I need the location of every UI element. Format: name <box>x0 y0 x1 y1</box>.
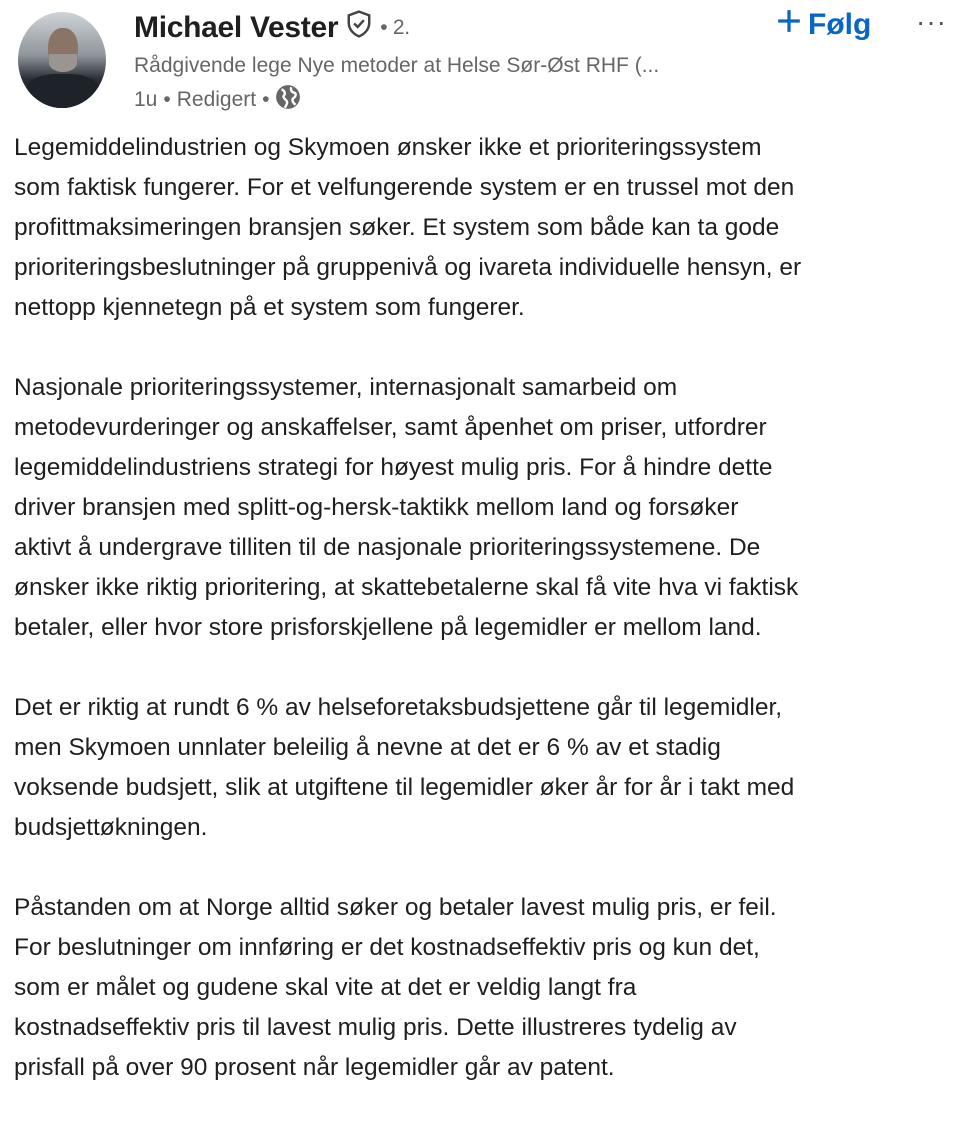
plus-icon <box>776 8 802 42</box>
author-header <box>134 10 410 46</box>
more-options-icon[interactable]: ··· <box>916 6 947 37</box>
post-text-line: betaler, eller hvor store prisforskjellene på legemidler er mellom land. <box>14 614 762 641</box>
avatar-beard <box>49 54 77 72</box>
post-text-line: driver bransjen med splitt-og-hersk-taktikk mellom land og forsøker <box>14 494 739 521</box>
post-text-line: kostnadseffektiv pris til lavest mulig pris. Dette illustreres tydelig av <box>14 1014 737 1041</box>
post-text-line: Det er riktig at rundt 6 % av helseforetaksbudsjettene går til legemidler, <box>14 694 783 721</box>
post-meta <box>134 84 301 116</box>
post-text-line: metodevurderinger og anskaffelser, samt åpenhet om priser, utfordrer <box>14 414 767 441</box>
post-text-line: Påstanden om at Norge alltid søker og betaler lavest mulig pris, er feil. <box>14 894 777 921</box>
follow-button[interactable] <box>776 8 871 42</box>
post-text-line: legemiddelindustriens strategi for høyest mulig pris. For å hindre dette <box>14 454 773 481</box>
separator: • <box>262 88 270 111</box>
post-text-line: profittmaksimeringen bransjen søker. Et system som både kan ta gode <box>14 214 780 241</box>
post-text-line: som faktisk fungerer. For et velfungerende system er en trussel mot den <box>14 174 795 201</box>
post-text-line: prioriteringsbeslutninger på gruppenivå og ivareta individuelle hensyn, er <box>14 254 802 281</box>
post-time[interactable]: 1u <box>134 88 158 111</box>
post-text-line: nettopp kjennetegn på et system som fungerer. <box>14 294 525 321</box>
separator: • <box>163 88 171 111</box>
shield-check-icon <box>346 10 372 46</box>
avatar[interactable] <box>18 12 106 108</box>
post-text-line: Legemiddelindustrien og Skymoen ønsker ikke et prioriteringssystem <box>14 134 762 161</box>
avatar-body <box>26 74 100 108</box>
post-body <box>14 128 954 1128</box>
post-text-line: som er målet og gudene skal vite at det er veldig langt fra <box>14 974 637 1001</box>
post-text-line: voksende budsjett, slik at utgiftene til legemidler øker år for år i takt med <box>14 774 795 801</box>
post-text-line: ønsker ikke riktig prioritering, at skattebetalerne skal få vite hva vi faktisk <box>14 574 799 601</box>
post-text-line: budsjettøkningen. <box>14 814 208 841</box>
post-paragraph <box>14 368 954 648</box>
author-headline: Rådgivende lege Nye metoder at Helse Sør-Øst RHF (... <box>134 54 660 77</box>
post-text-line: men Skymoen unnlater beleilig å nevne at det er 6 % av et stadig <box>14 734 721 761</box>
post-paragraph <box>14 128 954 328</box>
follow-label: Følg <box>808 8 872 41</box>
post-paragraph <box>14 688 954 848</box>
globe-icon <box>275 84 301 116</box>
post-text-line: Nasjonale prioriteringssystemer, internasjonalt samarbeid om <box>14 374 678 401</box>
post-text-line: aktivt å undergrave tilliten til de nasjonale prioriteringssystemene. De <box>14 534 761 561</box>
post-text-line: For beslutninger om innføring er det kostnadseffektiv pris og kun det, <box>14 934 760 961</box>
post-paragraph <box>14 888 954 1088</box>
connection-degree: • 2. <box>380 16 410 39</box>
edited-label: Redigert <box>176 88 257 111</box>
post-text-line: prisfall på over 90 prosent når legemidler går av patent. <box>14 1054 615 1081</box>
author-name[interactable]: Michael Vester <box>134 11 339 44</box>
